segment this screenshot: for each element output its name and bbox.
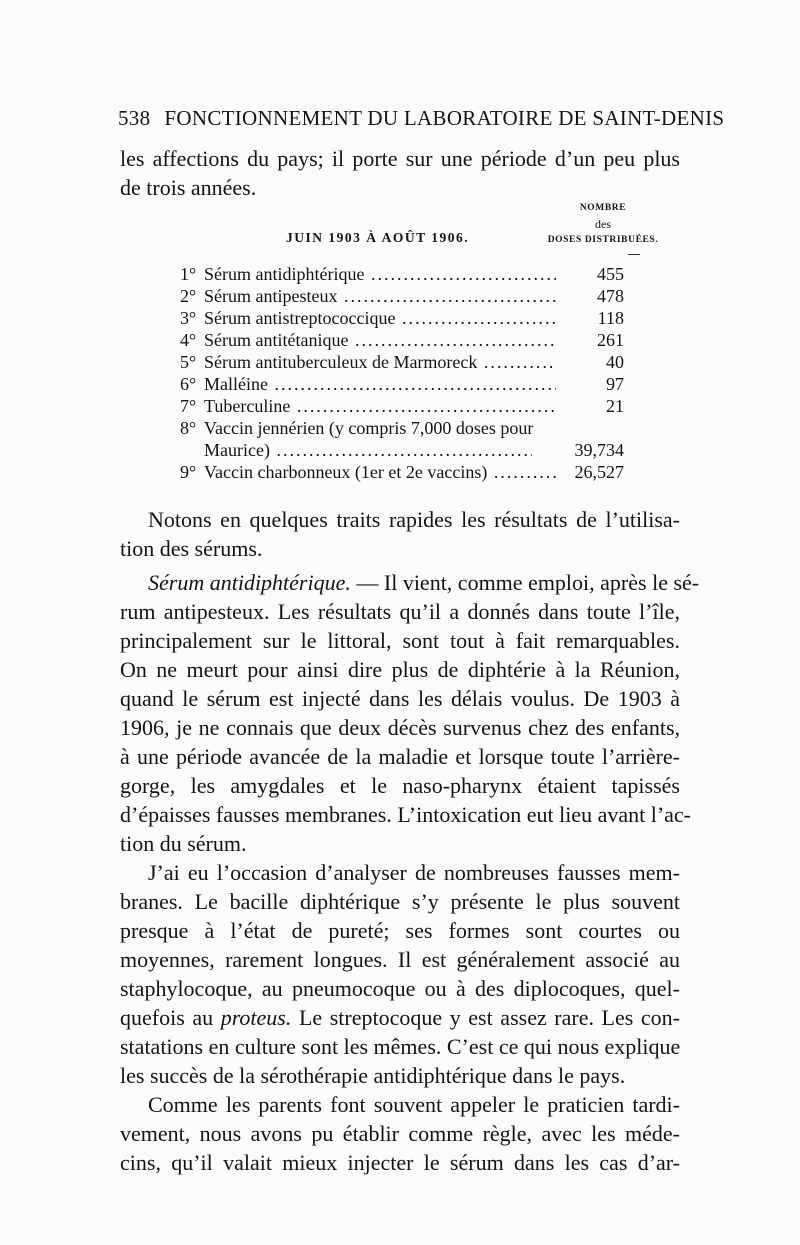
column-header-line: des bbox=[595, 217, 611, 231]
table-row bbox=[180, 308, 680, 330]
italic-term: proteus. bbox=[220, 1005, 292, 1030]
paragraph-line: quefois au proteus. Le streptocoque y est assez rare. Les con- bbox=[120, 1005, 680, 1030]
paragraph-line: à une période avancée de la maladie et lorsque toute l’arrière- bbox=[120, 744, 680, 769]
row-number: 7° bbox=[180, 396, 197, 416]
row-label: Sérum antitétanique ..... bbox=[204, 330, 556, 351]
paragraph-line: Notons en quelques traits rapides les résultats de l’utilisa- bbox=[148, 507, 680, 532]
row-value: 261 bbox=[597, 330, 624, 350]
paragraph-line: 1906, je ne connais que deux décès survenus chez des enfants, bbox=[120, 715, 680, 740]
row-value: 40 bbox=[606, 352, 624, 372]
paragraph-line: gorge, les amygdales et le naso-pharynx étaient tapissés bbox=[120, 773, 680, 798]
paragraph-line: branes. Le bacille diphtérique s’y présente le plus souvent bbox=[120, 889, 680, 914]
table-row bbox=[180, 330, 680, 352]
paragraph-line: moyennes, rarement longues. Il est généralement associé au bbox=[120, 947, 680, 972]
row-value: 21 bbox=[606, 396, 624, 416]
row-label: Sérum antituberculeux de Marmoreck ..... bbox=[204, 352, 556, 373]
row-number: 3° bbox=[180, 308, 197, 328]
paragraph-line: principalement sur le littoral, sont tout à fait remarquables. bbox=[120, 628, 680, 653]
table-row bbox=[180, 396, 680, 418]
column-header-line: NOMBRE bbox=[579, 203, 627, 213]
paragraph-line: J’ai eu l’occasion d’analyser de nombreuses fausses mem- bbox=[148, 860, 680, 885]
row-value: 97 bbox=[606, 374, 624, 394]
table-row bbox=[180, 264, 680, 286]
paragraph-line: quand le sérum est injecté dans les délais voulus. De 1903 à bbox=[120, 686, 680, 711]
row-label: Vaccin jennérien (y compris 7,000 doses pour bbox=[204, 418, 534, 438]
row-value: 26,527 bbox=[574, 462, 624, 482]
row-value: 118 bbox=[597, 308, 624, 328]
row-number: 4° bbox=[180, 330, 197, 350]
running-head bbox=[118, 106, 725, 131]
row-label: Vaccin charbonneux (1er et 2e vaccins) ..... bbox=[204, 462, 556, 483]
page-number: 538 bbox=[118, 106, 151, 130]
paragraph-line: On ne meurt pour ainsi dire plus de diphtérie à la Réunion, bbox=[120, 657, 680, 682]
table-row bbox=[180, 374, 680, 396]
row-number: 6° bbox=[180, 374, 197, 394]
row-number: 9° bbox=[180, 462, 197, 482]
paragraph-line: statations en culture sont les mêmes. C’est ce qui nous explique bbox=[120, 1034, 681, 1059]
paragraph-line: Comme les parents font souvent appeler le praticien tardi- bbox=[148, 1092, 680, 1117]
row-number: 1° bbox=[180, 264, 197, 284]
row-value: 478 bbox=[597, 286, 624, 306]
section-heading: Sérum antidiphtérique. bbox=[148, 570, 351, 595]
table-rule bbox=[628, 254, 640, 255]
column-header-line: DOSES DISTRIBUÉES. bbox=[547, 235, 659, 245]
running-title: FONCTIONNEMENT DU LABORATOIRE DE SAINT-DENIS bbox=[164, 106, 725, 130]
row-value: 455 bbox=[597, 264, 624, 284]
paragraph-line: d’épaisses fausses membranes. L’intoxication eut lieu avant l’ac- bbox=[120, 802, 692, 827]
row-label: Malléine ..... bbox=[204, 374, 556, 395]
row-number: 2° bbox=[180, 286, 197, 306]
row-value: 39,734 bbox=[574, 440, 624, 460]
table-period: JUIN 1903 À AOÛT 1906. bbox=[286, 230, 470, 245]
paragraph-line: presque à l’état de pureté; ses formes sont courtes ou bbox=[120, 918, 680, 943]
paragraph-line: rum antipesteux. Les résultats qu’il a donnés dans toute l’île, bbox=[120, 599, 680, 624]
row-number: 8° bbox=[180, 418, 197, 438]
paragraph-line: tion du sérum. bbox=[120, 831, 247, 856]
table-row bbox=[180, 462, 680, 484]
row-label: Sérum antipesteux ..... bbox=[204, 286, 556, 307]
row-number: 5° bbox=[180, 352, 197, 372]
paragraph-line: tion des sérums. bbox=[120, 536, 263, 561]
intro-line: les affections du pays; il porte sur une période d’un peu plus bbox=[120, 146, 680, 171]
paragraph-line: Sérum antidiphtérique. — Il vient, comme emploi, après le sé- bbox=[148, 570, 700, 595]
row-label: Sérum antistreptococcique ..... bbox=[204, 308, 556, 329]
paragraph-line: vement, nous avons pu établir comme règle, avec les méde- bbox=[120, 1121, 680, 1146]
table-row bbox=[180, 418, 680, 440]
table-row-continuation bbox=[204, 440, 680, 462]
paragraph-line: staphylocoque, au pneumocoque ou à des diplocoques, quel- bbox=[120, 976, 680, 1001]
row-label: Tuberculine ..... bbox=[204, 396, 556, 417]
intro-line: de trois années. bbox=[120, 175, 257, 200]
paragraph-line: les succès de la sérothérapie antidiphtérique dans le pays. bbox=[120, 1063, 626, 1088]
table-row bbox=[180, 286, 680, 308]
paragraph-line: cins, qu’il valait mieux injecter le sérum dans les cas d’ar- bbox=[120, 1150, 680, 1175]
row-label-continuation: Maurice) ..... bbox=[204, 440, 532, 461]
table-row bbox=[180, 352, 680, 374]
table-column-header bbox=[528, 200, 678, 248]
row-label: Sérum antidiphtérique ..... bbox=[204, 264, 556, 285]
